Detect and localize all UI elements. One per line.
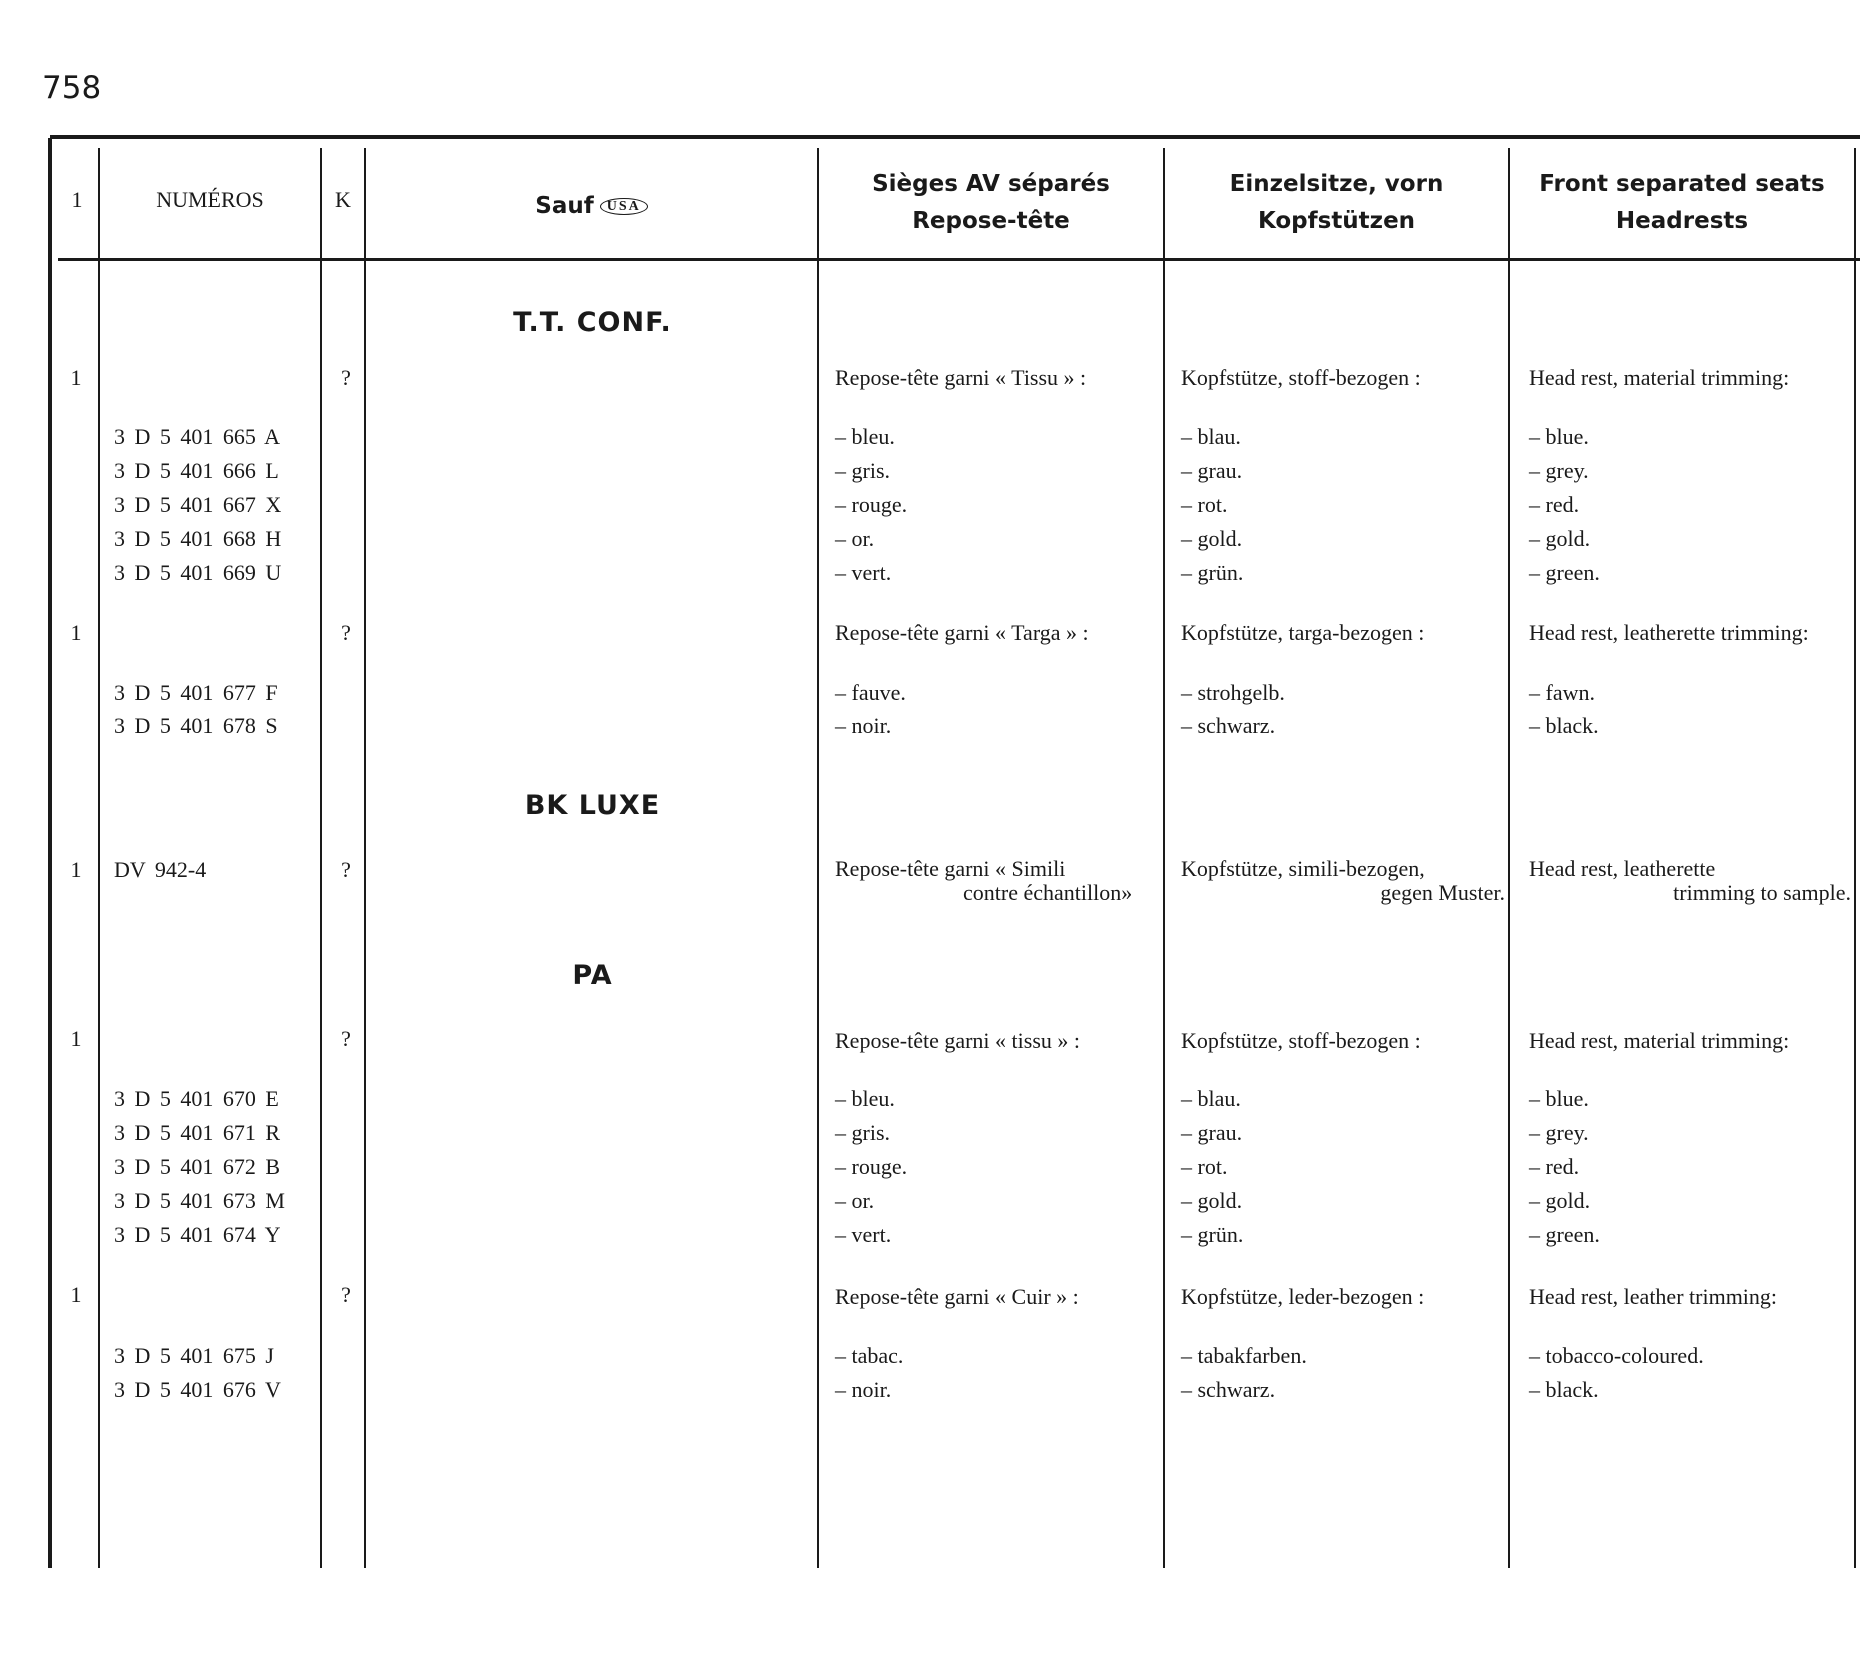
- row-german: Kopfstütze, stoff-bezogen :: [1181, 365, 1421, 390]
- row-french: Repose-tête garni « tissu » :: [835, 1028, 1081, 1053]
- row-french: – vert.: [835, 1222, 892, 1247]
- row-qty: 1: [70, 1026, 82, 1051]
- row-french: – rouge.: [835, 1154, 908, 1179]
- col-rule-3: [364, 148, 366, 1568]
- row-german: – gold.: [1181, 1188, 1243, 1213]
- table-top-rule: [50, 135, 1860, 139]
- row-english: – blue.: [1529, 1086, 1589, 1111]
- row-french: [835, 857, 1161, 905]
- row-qty: 1: [70, 620, 82, 645]
- header-bottom-rule-right: [728, 258, 1860, 261]
- row-german: – schwarz.: [1181, 713, 1276, 738]
- row-part-number: 3 D 5 401 673 M: [114, 1188, 285, 1213]
- row-german: – rot.: [1181, 492, 1228, 517]
- row-english: – grey.: [1529, 458, 1589, 483]
- row-part-number: 3 D 5 401 678 S: [114, 713, 278, 738]
- row-german: – gold.: [1181, 526, 1243, 551]
- row-qty: 1: [70, 857, 82, 882]
- header-english-line1: Front separated seats: [1539, 171, 1825, 197]
- row-k: ?: [341, 365, 351, 390]
- row-french-line1: Repose-tête garni « Simili: [835, 856, 1066, 881]
- row-part-number: 3 D 5 401 668 H: [114, 526, 282, 551]
- header-english-line2: Headrests: [1615, 208, 1749, 234]
- row-french: – noir.: [835, 713, 892, 738]
- row-german: – blau.: [1181, 424, 1241, 449]
- header-sauf: [366, 187, 817, 225]
- row-english-line1: Head rest, leatherette: [1529, 856, 1716, 881]
- section-bk-luxe: BK LUXE: [524, 790, 661, 821]
- row-english: – tobacco-coloured.: [1529, 1343, 1704, 1368]
- col-rule-4: [817, 148, 819, 1568]
- row-english: Head rest, leatherette trimming:: [1529, 620, 1809, 645]
- row-k: ?: [341, 620, 351, 645]
- row-german: – grau.: [1181, 458, 1243, 483]
- col-rule-2: [320, 148, 322, 1568]
- usa-oval-badge: USA: [600, 198, 648, 215]
- section-tt-conf: T.T. CONF.: [513, 307, 672, 338]
- row-part-number: 3 D 5 401 674 Y: [114, 1222, 281, 1247]
- row-french: – bleu.: [835, 424, 895, 449]
- row-german: – rot.: [1181, 1154, 1228, 1179]
- row-english: – red.: [1529, 492, 1580, 517]
- row-german-line2: gegen Muster.: [1380, 880, 1505, 905]
- row-part-number: DV 942-4: [114, 857, 207, 882]
- row-english: – gold.: [1529, 526, 1591, 551]
- header-qty: 1: [71, 187, 83, 212]
- row-german: – schwarz.: [1181, 1377, 1276, 1402]
- row-german: – grün.: [1181, 1222, 1244, 1247]
- row-french-line2: contre échantillon»: [963, 880, 1133, 905]
- row-german: Kopfstütze, stoff-bezogen :: [1181, 1028, 1421, 1053]
- row-english: – black.: [1529, 1377, 1599, 1402]
- row-german: Kopfstütze, targa-bezogen :: [1181, 620, 1425, 645]
- section-pa: PA: [572, 960, 613, 991]
- row-qty: 1: [70, 1282, 82, 1307]
- header-k: K: [335, 187, 351, 212]
- col-rule-1: [98, 148, 100, 1568]
- row-part-number: 3 D 5 401 672 B: [114, 1154, 281, 1179]
- row-k: ?: [341, 1282, 351, 1307]
- header-numeros: NUMÉROS: [156, 187, 264, 212]
- row-english-line2: trimming to sample.: [1673, 880, 1851, 905]
- row-part-number: 3 D 5 401 667 X: [114, 492, 282, 517]
- row-french: – noir.: [835, 1377, 892, 1402]
- row-part-number: 3 D 5 401 675 J: [114, 1343, 274, 1368]
- row-english: – red.: [1529, 1154, 1580, 1179]
- row-french: Repose-tête garni « Cuir » :: [835, 1284, 1079, 1309]
- header-french: [819, 166, 1163, 240]
- header-french-line2: Repose-tête: [912, 208, 1070, 234]
- row-german: – grau.: [1181, 1120, 1243, 1145]
- header-german-line2: Kopfstützen: [1257, 208, 1416, 234]
- row-part-number: 3 D 5 401 677 F: [114, 680, 278, 705]
- row-french: Repose-tête garni « Targa » :: [835, 620, 1089, 645]
- row-english: Head rest, material trimming:: [1529, 365, 1790, 390]
- row-english: [1529, 857, 1851, 905]
- col-rule-6: [1508, 148, 1510, 1568]
- row-french: – tabac.: [835, 1343, 904, 1368]
- row-english: – grey.: [1529, 1120, 1589, 1145]
- row-german: – tabakfarben.: [1181, 1343, 1307, 1368]
- row-english: – blue.: [1529, 424, 1589, 449]
- row-german-line1: Kopfstütze, simili-bezogen,: [1181, 856, 1425, 881]
- header-french-line1: Sièges AV séparés: [872, 171, 1110, 197]
- row-german: – strohgelb.: [1181, 680, 1285, 705]
- row-part-number: 3 D 5 401 669 U: [114, 560, 282, 585]
- row-english: – green.: [1529, 1222, 1600, 1247]
- header-english: [1510, 166, 1854, 240]
- row-french: – gris.: [835, 458, 890, 483]
- row-english: – fawn.: [1529, 680, 1595, 705]
- row-k: ?: [341, 857, 351, 882]
- row-german: Kopfstütze, leder-bezogen :: [1181, 1284, 1425, 1309]
- col-rule-7: [1854, 148, 1856, 1568]
- table-left-rule: [48, 138, 52, 1568]
- header-german-line1: Einzelsitze, vorn: [1229, 171, 1444, 197]
- row-french: – bleu.: [835, 1086, 895, 1111]
- row-french: – or.: [835, 526, 875, 551]
- page-number: 758: [42, 70, 102, 106]
- col-rule-5: [1163, 148, 1165, 1568]
- row-part-number: 3 D 5 401 666 L: [114, 458, 279, 483]
- row-part-number: 3 D 5 401 665 A: [114, 424, 281, 449]
- row-english: – green.: [1529, 560, 1600, 585]
- row-german: – blau.: [1181, 1086, 1241, 1111]
- row-english: Head rest, material trimming:: [1529, 1028, 1790, 1053]
- row-english: – black.: [1529, 713, 1599, 738]
- row-german: – grün.: [1181, 560, 1244, 585]
- row-part-number: 3 D 5 401 670 E: [114, 1086, 279, 1111]
- header-bottom-rule-left: [58, 258, 756, 261]
- row-english: Head rest, leather trimming:: [1529, 1284, 1778, 1309]
- row-german: [1181, 857, 1505, 905]
- header-german: [1165, 166, 1508, 240]
- row-french: – or.: [835, 1188, 875, 1213]
- row-french: Repose-tête garni « Tissu » :: [835, 365, 1087, 390]
- row-part-number: 3 D 5 401 671 R: [114, 1120, 281, 1145]
- row-k: ?: [341, 1026, 351, 1051]
- header-sauf-label: Sauf: [535, 193, 594, 219]
- row-qty: 1: [70, 365, 82, 390]
- row-french: – fauve.: [835, 680, 906, 705]
- row-part-number: 3 D 5 401 676 V: [114, 1377, 281, 1402]
- row-french: – vert.: [835, 560, 892, 585]
- row-french: – rouge.: [835, 492, 908, 517]
- row-french: – gris.: [835, 1120, 890, 1145]
- row-english: – gold.: [1529, 1188, 1591, 1213]
